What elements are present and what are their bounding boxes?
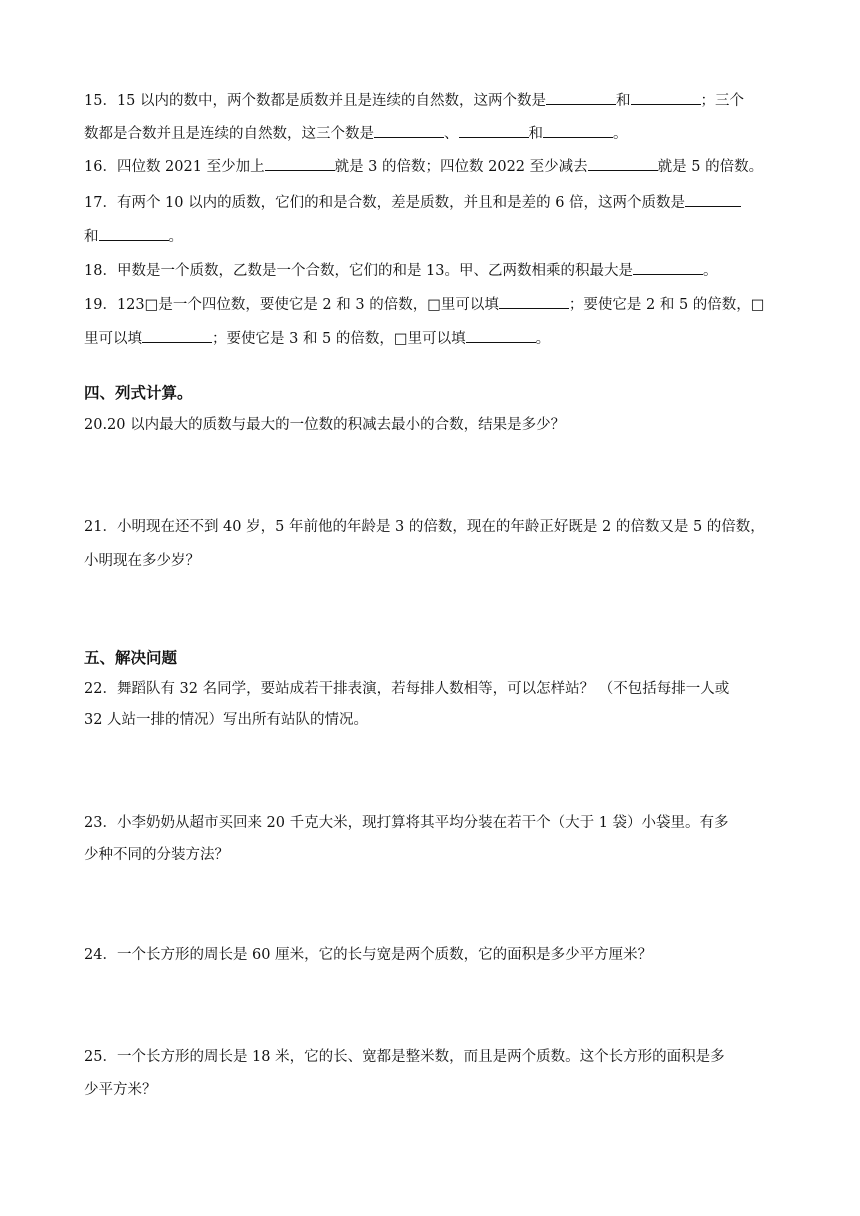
q17-blank-2[interactable] bbox=[99, 226, 169, 241]
q19-blank-2[interactable] bbox=[142, 328, 212, 343]
q19-text-3: 里可以填 bbox=[84, 331, 142, 347]
q15-line-2 bbox=[84, 123, 628, 144]
section-5-heading: 五、解决问题 bbox=[84, 649, 178, 667]
q18-text-2: 。 bbox=[703, 263, 718, 279]
q16-blank-2[interactable] bbox=[588, 156, 658, 171]
q19-blank-3[interactable] bbox=[466, 328, 536, 343]
q18-line bbox=[84, 260, 718, 281]
q17-text-1: 17．有两个 10 以内的质数，它们的和是合数，差是质数，并且和是差的 6 倍，这两个质数是 bbox=[84, 195, 686, 211]
q22-line-2: 32 人站一排的情况）写出所有站队的情况。 bbox=[84, 712, 369, 728]
q22-line-1: 22．舞蹈队有 32 名同学，要站成若干排表演，若每排人数相等，可以怎样站？ （不包括每排一人或 bbox=[84, 681, 730, 697]
q15-blank-2[interactable] bbox=[631, 90, 701, 105]
q15-blank-1[interactable] bbox=[546, 90, 616, 105]
q19-blank-1[interactable] bbox=[499, 294, 569, 309]
q25-line-2: 少平方米？ bbox=[84, 1082, 157, 1098]
q15-text-3: ；三个 bbox=[700, 93, 745, 109]
q21-line-2: 小明现在多少岁？ bbox=[84, 553, 200, 569]
q18-blank-1[interactable] bbox=[633, 260, 703, 275]
q15-blank-5[interactable] bbox=[543, 123, 613, 138]
q17-line-1 bbox=[84, 192, 741, 213]
q19-line-2 bbox=[84, 328, 550, 349]
q16-text-1: 16．四位数 2021 至少加上 bbox=[84, 159, 265, 175]
q15-blank-3[interactable] bbox=[374, 123, 444, 138]
q25-line-1: 25．一个长方形的周长是 18 米，它的长、宽都是整米数，而且是两个质数。这个长方形的面积是多 bbox=[84, 1049, 725, 1065]
q15-text-2: 和 bbox=[616, 93, 631, 109]
q19-text-4: ；要使它是 3 和 5 的倍数，□里可以填 bbox=[212, 331, 466, 347]
q20-line: 20.20 以内最大的质数与最大的一位数的积减去最小的合数，结果是多少？ bbox=[84, 417, 566, 433]
q18-text-1: 18．甲数是一个质数，乙数是一个合数，它们的和是 13。甲、乙两数相乘的积最大是 bbox=[84, 263, 634, 279]
q17-blank-1[interactable] bbox=[685, 192, 741, 207]
q16-line bbox=[84, 156, 763, 177]
q15-text-1: 15．15 以内的数中，两个数都是质数并且是连续的自然数，这两个数是 bbox=[84, 93, 547, 109]
q21-line-1: 21．小明现在还不到 40 岁，5 年前他的年龄是 3 的倍数，现在的年龄正好既是 2 的倍数又是 5 的倍数， bbox=[84, 519, 765, 535]
q15-text-7: 。 bbox=[613, 126, 628, 142]
q17-line-2 bbox=[84, 226, 183, 247]
q19-text-1: 19．123□是一个四位数，要使它是 2 和 3 的倍数，□里可以填 bbox=[84, 297, 499, 313]
q24-line: 24．一个长方形的周长是 60 厘米，它的长与宽是两个质数，它的面积是多少平方厘米？ bbox=[84, 947, 653, 963]
q15-text-5: 、 bbox=[444, 126, 459, 142]
q15-line-1 bbox=[84, 90, 744, 111]
q15-text-4: 数都是合数并且是连续的自然数，这三个数是 bbox=[84, 126, 374, 142]
q19-text-2: ；要使它是 2 和 5 的倍数，□ bbox=[568, 297, 765, 313]
q16-blank-1[interactable] bbox=[265, 156, 335, 171]
q23-line-2: 少种不同的分装方法？ bbox=[84, 847, 229, 863]
q23-line-1: 23．小李奶奶从超市买回来 20 千克大米，现打算将其平均分装在若干个（大于 1 袋）小袋里。有多 bbox=[84, 815, 729, 831]
q17-text-3: 。 bbox=[168, 229, 183, 245]
q17-text-2: 和 bbox=[84, 229, 99, 245]
q19-text-5: 。 bbox=[535, 331, 551, 347]
section-4-heading: 四、列式计算。 bbox=[84, 384, 193, 402]
q15-blank-4[interactable] bbox=[459, 123, 529, 138]
q15-text-6: 和 bbox=[528, 126, 543, 142]
q16-text-2: 就是 3 的倍数；四位数 2022 至少减去 bbox=[334, 159, 588, 175]
q19-line-1 bbox=[84, 294, 765, 315]
q16-text-3: 就是 5 的倍数。 bbox=[657, 159, 764, 175]
